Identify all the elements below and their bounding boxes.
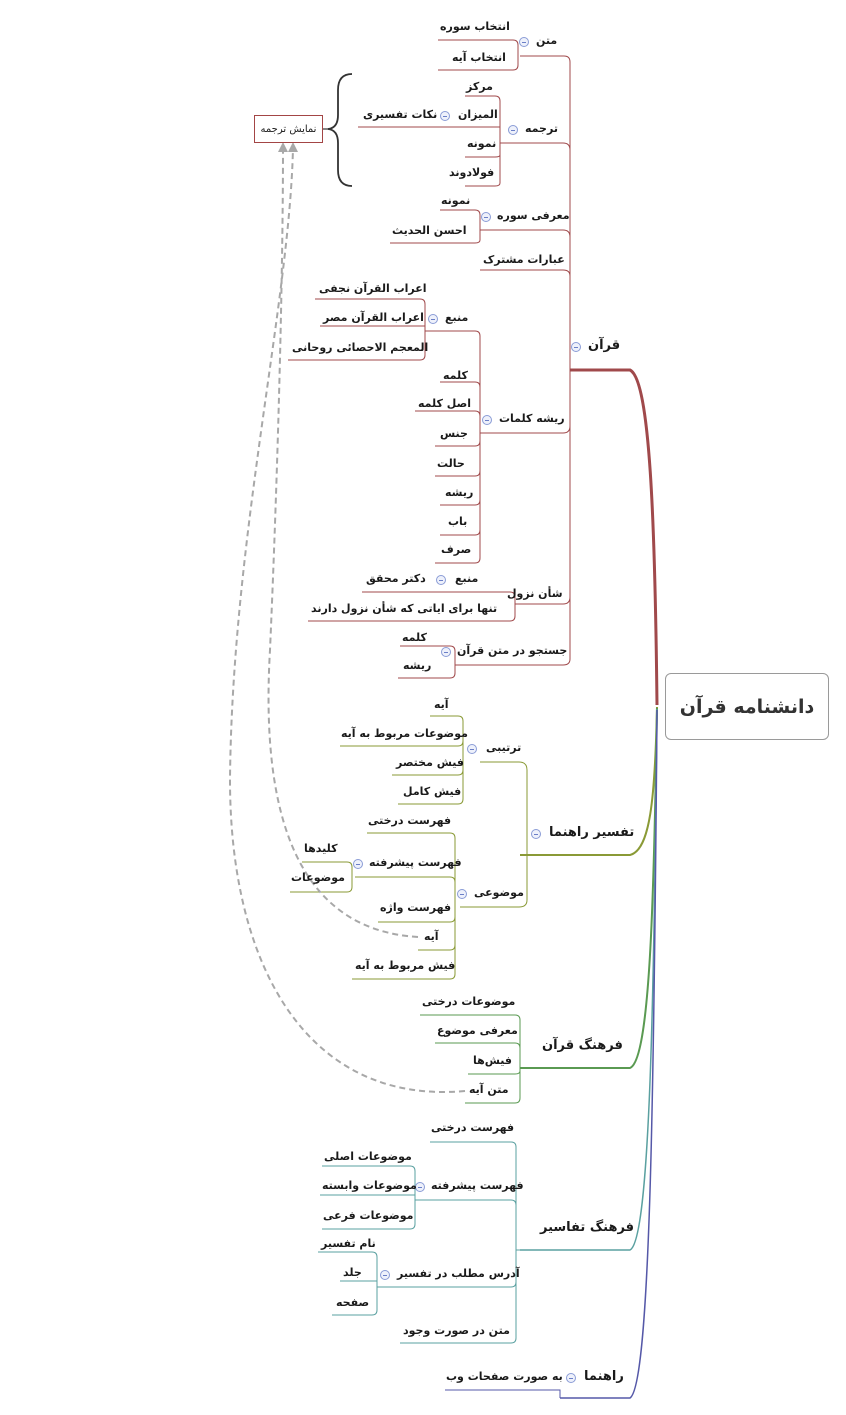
collapse-icon[interactable] [482, 415, 492, 425]
node-farhang-tafasir[interactable]: فرهنگ تفاسیر [540, 1220, 635, 1235]
node-matn-ayeh[interactable]: متن آیه [469, 1083, 509, 1096]
collapse-icon[interactable] [481, 212, 491, 222]
node-tafasir-tree[interactable]: فهرست درختی [431, 1121, 515, 1134]
node-shan-note[interactable]: تنها برای ایاتی که شأن نزول دارند [311, 602, 498, 615]
node-asl-kalameh[interactable]: اصل کلمه [418, 397, 471, 410]
node-risheh[interactable]: ریشه کلمات [499, 412, 565, 425]
node-eerab-mesr[interactable]: اعراب القرآن مصر [323, 311, 424, 324]
node-shan-manba[interactable]: منبع [455, 572, 479, 585]
node-select-ayah[interactable]: انتخاب آیه [452, 51, 506, 64]
node-moarefi[interactable]: معرفی سوره [497, 209, 570, 222]
trunk-tafasir [520, 709, 657, 1250]
node-nam-tafsir[interactable]: نام تفسیر [321, 1237, 376, 1250]
node-kalameh[interactable]: کلمه [443, 369, 468, 382]
collapse-icon[interactable] [440, 111, 450, 121]
node-jostoju[interactable]: جستجو در متن قرآن [457, 644, 568, 657]
node-ebarat[interactable]: عبارات مشترک [483, 253, 565, 266]
node-mozooat-derakhti[interactable]: موضوعات درختی [422, 995, 516, 1008]
node-tartibi-mozooat[interactable]: موضوعات مربوط به آیه [341, 727, 468, 740]
node-matn-vojood[interactable]: متن در صورت وجود [403, 1324, 510, 1337]
node-tafasir-advanced[interactable]: فهرست پیشرفته [431, 1179, 524, 1192]
collapse-icon[interactable] [428, 314, 438, 324]
node-mozoi-ayeh[interactable]: آیه [424, 930, 439, 943]
collapse-icon[interactable] [457, 889, 467, 899]
node-mozoi[interactable]: موضوعی [474, 886, 524, 899]
collapse-icon[interactable] [353, 859, 363, 869]
node-address[interactable]: آدرس مطلب در تفسیر [397, 1267, 520, 1280]
node-sarf[interactable]: صرف [441, 543, 472, 556]
node-ahsan[interactable]: احسن الحدیث [392, 224, 467, 237]
node-moarefi-mozoo[interactable]: معرفی موضوع [437, 1024, 518, 1037]
node-fehrest-pishrafteh[interactable]: فهرست پیشرفته [369, 856, 462, 869]
node-tartibi[interactable]: ترتیبی [486, 741, 522, 754]
node-tartibi-ayeh[interactable]: آیه [434, 698, 449, 711]
collapse-icon[interactable] [508, 125, 518, 135]
collapse-icon[interactable] [467, 744, 477, 754]
translation-display-box[interactable]: نمایش ترجمه [254, 115, 323, 143]
node-mozooat-farei[interactable]: موضوعات فرعی [323, 1209, 414, 1222]
node-kelidha[interactable]: کلیدها [304, 842, 338, 855]
node-bab[interactable]: باب [448, 515, 468, 528]
node-jostoju-risheh[interactable]: ریشه [403, 659, 432, 672]
node-jeld[interactable]: جلد [343, 1266, 362, 1279]
node-mozooat-asli[interactable]: موضوعات اصلی [324, 1150, 412, 1163]
node-farhang-quran[interactable]: فرهنگ قرآن [542, 1038, 623, 1053]
node-fishha[interactable]: فیش‌ها [473, 1054, 512, 1067]
trunk-farhang [520, 708, 657, 1068]
collapse-icon[interactable] [519, 37, 529, 47]
collapse-icon[interactable] [566, 1373, 576, 1383]
node-safheh[interactable]: صفحه [336, 1296, 370, 1309]
node-mozooat[interactable]: موضوعات [291, 871, 345, 884]
node-mozooat-vabasteh[interactable]: موضوعات وابسته [322, 1179, 417, 1192]
node-matn[interactable]: متن [536, 34, 558, 47]
node-manba[interactable]: منبع [445, 311, 469, 324]
node-tafsir-rahnama[interactable]: تفسیر راهنما [549, 825, 635, 840]
node-fish-kamel[interactable]: فیش کامل [403, 785, 462, 798]
node-jens[interactable]: جنس [440, 427, 468, 440]
collapse-icon[interactable] [380, 1270, 390, 1280]
trunk-quran [570, 370, 657, 705]
collapse-icon[interactable] [441, 647, 451, 657]
node-fehrest-derakhti[interactable]: فهرست درختی [368, 814, 452, 827]
node-fish-marboot[interactable]: فیش مربوط به آیه [355, 959, 456, 972]
node-rahnama-help[interactable]: راهنما [584, 1369, 624, 1384]
node-markaz[interactable]: مرکز [466, 80, 493, 93]
node-almizan[interactable]: المیزان [458, 108, 498, 121]
node-nokat[interactable]: نکات تفسیری [363, 108, 438, 121]
collapse-icon[interactable] [531, 829, 541, 839]
collapse-icon[interactable] [436, 575, 446, 585]
node-jostoju-kalameh[interactable]: کلمه [402, 631, 427, 644]
node-fehrest-vazheh[interactable]: فهرست واژه [380, 901, 452, 914]
curly-brace [328, 74, 352, 186]
node-fish-mokhtasar[interactable]: فیش مختصر [396, 756, 464, 769]
collapse-icon[interactable] [571, 342, 581, 352]
node-nemooneh[interactable]: نمونه [467, 137, 497, 150]
node-risheh-item[interactable]: ریشه [445, 486, 474, 499]
trunk-help [560, 710, 657, 1398]
node-halat[interactable]: حالت [437, 457, 465, 470]
root-node[interactable]: دانشنامه قرآن [665, 673, 829, 740]
node-select-surah[interactable]: انتخاب سوره [440, 20, 510, 33]
node-moajam[interactable]: المعجم الاحصائی روحانی [292, 341, 429, 354]
node-tarjomeh[interactable]: ترجمه [525, 122, 558, 135]
node-dr-mohaghegh[interactable]: دکتر محقق [366, 572, 426, 585]
node-eerab-najafi[interactable]: اعراب القرآن نجفی [319, 282, 427, 295]
node-moarefi-nemooneh[interactable]: نمونه [441, 194, 471, 207]
node-web-pages[interactable]: به صورت صفحات وب [446, 1370, 563, 1383]
node-quran[interactable]: قرآن [588, 338, 621, 353]
node-fooladvand[interactable]: فولادوند [449, 166, 495, 179]
node-shan-nozool[interactable]: شأن نزول [507, 587, 563, 600]
